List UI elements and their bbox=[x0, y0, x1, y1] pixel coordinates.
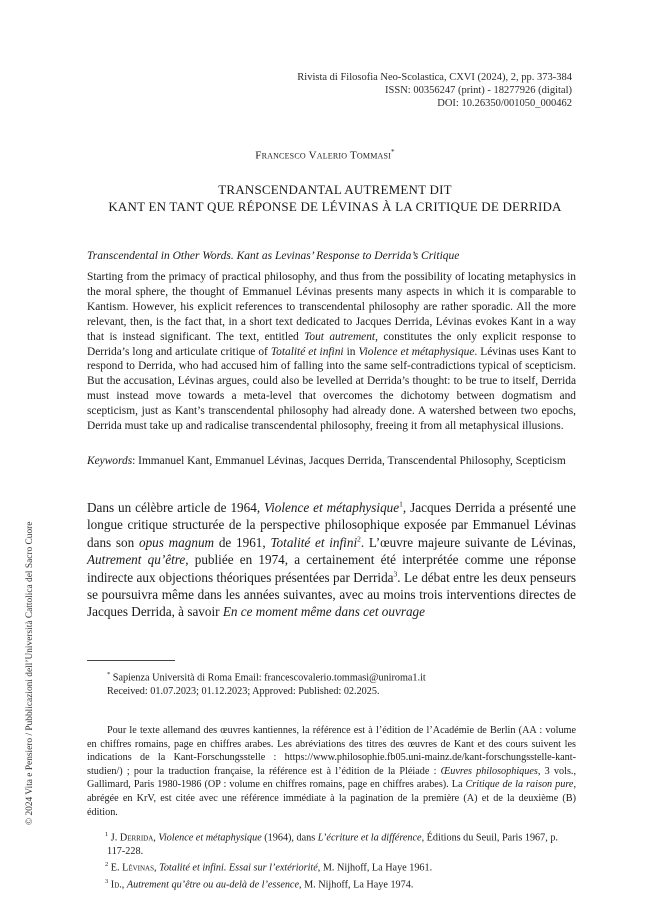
footnote-work: Totalité et infini. Essai sur l’extériorité bbox=[159, 862, 318, 874]
footnote-item bbox=[87, 858, 576, 875]
footnote-number: 1 bbox=[105, 831, 109, 838]
body-italic: Autrement qu’être bbox=[87, 552, 186, 568]
footnote-work: Violence et métaphysique bbox=[158, 832, 262, 844]
abstract-text: Starting from the primacy of practical philosophy, and thus from the possibility of locating metaphysics in the moral sphere, the thought of Emmanuel Lévinas presents many aspects in which it is comparable to Kantism. However, his explicit references to transcendental philosophy are rather sporadic. All the more relevant, then, is the fact that, in a short text dedicated to Jacques Derrida, Lévinas evokes Kant in a way that is instead significant. The text, entitled bbox=[87, 271, 576, 343]
body-text: de 1961, bbox=[214, 534, 271, 550]
body-italic: Violence et métaphysique bbox=[264, 500, 400, 515]
footnote-number: 2 bbox=[105, 861, 109, 869]
author-name-text: Francesco Valerio Tommasi bbox=[255, 149, 392, 162]
english-title: Transcendental in Other Words. Kant as Levinas’ Response to Derrida’s Critique bbox=[87, 250, 460, 262]
edition-note-text: Pour le texte allemand des œuvres kantiennes, la référence est à l’édition de l’Académie de Berlin (AA : volume en chiffres romains, page en chiffres arabes. Les abréviations des titres des œuvres de Kant et des cours suivent les indications de la Kant-Forschungsstelle : https://www.philosophie.fb05.uni-mainz.de/kant-forschungsstelle-kant-studien/) ; pour la traduction française, la référence est à l’édition de la Pléiade : bbox=[87, 725, 576, 777]
body-text: . L’œuvre majeure suivante de Lévinas, bbox=[360, 534, 576, 550]
edition-note-text: , abrégée en KrV, est citée avec une référence immédiate à la pagination de la première (A) et de la deuxième (B) édition. bbox=[87, 779, 576, 818]
abstract-italic: Tout autrement bbox=[304, 330, 376, 343]
edition-note-italic: Critique de la raison pure bbox=[465, 779, 574, 791]
footnote-author: J. Derrida bbox=[110, 832, 154, 844]
body-paragraph bbox=[87, 499, 576, 621]
footnote-text: (1964), dans bbox=[261, 832, 318, 844]
received-line: Received: 01.07.2023; 01.12.2023; Approved: Published: 02.2025. bbox=[107, 685, 380, 697]
abstract-text: in bbox=[343, 345, 359, 358]
footnote-text: , Éditions du Seuil, Paris 1967, p. 117-228. bbox=[107, 832, 558, 857]
footnote-number: 3 bbox=[105, 878, 109, 886]
body-italic: Totalité et infini bbox=[270, 534, 358, 550]
edition-note-text: , 3 vols., Gallimard, Paris 1980-1986 (OP : volume en chiffres romains, page en chiffres arabes). La bbox=[87, 765, 576, 791]
copyright-sidebar: © 2024 Vita e Pensiero / Pubblicazioni dell’Università Cattolica del Sacro Cuore bbox=[25, 521, 35, 825]
affiliation-mark: * bbox=[107, 671, 111, 678]
body-text: . Le débat entre les deux penseurs se poursuivra même dans les années suivantes, avec au moins trois interventions directes de Jacques Derrida, à savoir bbox=[87, 569, 577, 620]
keywords-label: Keywords bbox=[87, 455, 133, 467]
journal-citation: Rivista di Filosofia Neo-Scolastica, CXVI (2024), 2, pp. 373-384 bbox=[297, 72, 572, 83]
body-text: Dans un célèbre article de 1964, bbox=[87, 500, 265, 515]
footnote-text: , M. Nijhoff, La Haye 1974. bbox=[298, 879, 414, 891]
abstract-text: . Lévinas uses Kant to respond to Derrida, who had accused him of falling into the same self-contradictions typical of scepticism. But the accusation, Lévinas argues, could also be levelled at Derrida’s thought: to be true to itself, Derrida must instead move towards a meta-level that overcomes the dichotomy between dogmatism and scepticism, just as Kant’s transcendental philosophy had already done. A watershed between two epochs, Derrida must take up and radicalise transcendental philosophy, freeing it from all metaphysical illusions. bbox=[87, 345, 577, 433]
title-line-1: TRANSCENDANTAL AUTREMENT DIT bbox=[218, 182, 452, 197]
abstract-italic: Totalité et infini bbox=[270, 345, 344, 358]
journal-doi: DOI: 10.26350/001050_000462 bbox=[437, 98, 572, 110]
affiliation-text: Sapienza Università di Roma Email: francescovalerio.tommasi@uniroma1.it bbox=[112, 672, 426, 684]
footnote-author: E. Lévinas bbox=[110, 862, 155, 874]
abstract bbox=[87, 270, 576, 434]
body-text: , Jacques Derrida a présenté une longue critique structurée de la perspective philosophique exposée par Emmanuel Lévinas dans son bbox=[87, 500, 576, 550]
footnote-sep: , bbox=[154, 862, 160, 874]
journal-issn: ISSN: 00356247 (print) - 18277926 (digital) bbox=[385, 85, 572, 97]
footnote-sep: , bbox=[121, 879, 127, 891]
affiliation-line bbox=[107, 668, 576, 685]
keywords-list: : Immanuel Kant, Emmanuel Lévinas, Jacques Derrida, Transcendental Philosophy, Scepticism bbox=[132, 455, 566, 467]
footnote-ref-1[interactable]: 1 bbox=[399, 499, 403, 509]
abstract-text: , constitutes the only explicit response to Derrida’s long and articulate critique of bbox=[87, 330, 576, 358]
footnote-item bbox=[87, 828, 576, 858]
edition-note bbox=[87, 724, 576, 819]
article-title bbox=[60, 181, 610, 215]
body-italic: opus magnum bbox=[138, 534, 215, 550]
journal-header bbox=[297, 71, 572, 111]
abstract-italic: Violence et métaphysique bbox=[358, 345, 475, 358]
author-note-mark: * bbox=[391, 148, 395, 156]
body-text: , publiée en 1974, a certainement été interprétée comme une réponse indirecte aux objections théoriques présentées par Derrida bbox=[87, 552, 576, 585]
author-affiliation-note bbox=[107, 668, 576, 699]
footnote-ref-2[interactable]: 2 bbox=[357, 534, 361, 544]
footnote-divider bbox=[87, 660, 175, 661]
footnote-text: , M. Nijhoff, La Haye 1961. bbox=[317, 862, 433, 874]
keywords bbox=[87, 454, 576, 469]
edition-note-italic: Œuvres philosophiques bbox=[440, 765, 538, 777]
footnote-work: Autrement qu’être ou au-delà de l’essence bbox=[126, 879, 299, 891]
footnote-item bbox=[87, 875, 576, 892]
footnote-ref-3[interactable]: 3 bbox=[393, 569, 398, 579]
body-italic: En ce moment même dans cet ouvrage bbox=[222, 604, 425, 620]
author-name bbox=[0, 148, 650, 162]
footnote-sep: , bbox=[153, 832, 159, 844]
footnote-work: L’écriture et la différence bbox=[317, 832, 422, 844]
title-line-2: KANT EN TANT QUE RÉPONSE DE LÉVINAS À LA CRITIQUE DE DERRIDA bbox=[108, 199, 562, 214]
footnotes-list bbox=[87, 828, 576, 892]
footnote-author: Id. bbox=[110, 879, 122, 891]
